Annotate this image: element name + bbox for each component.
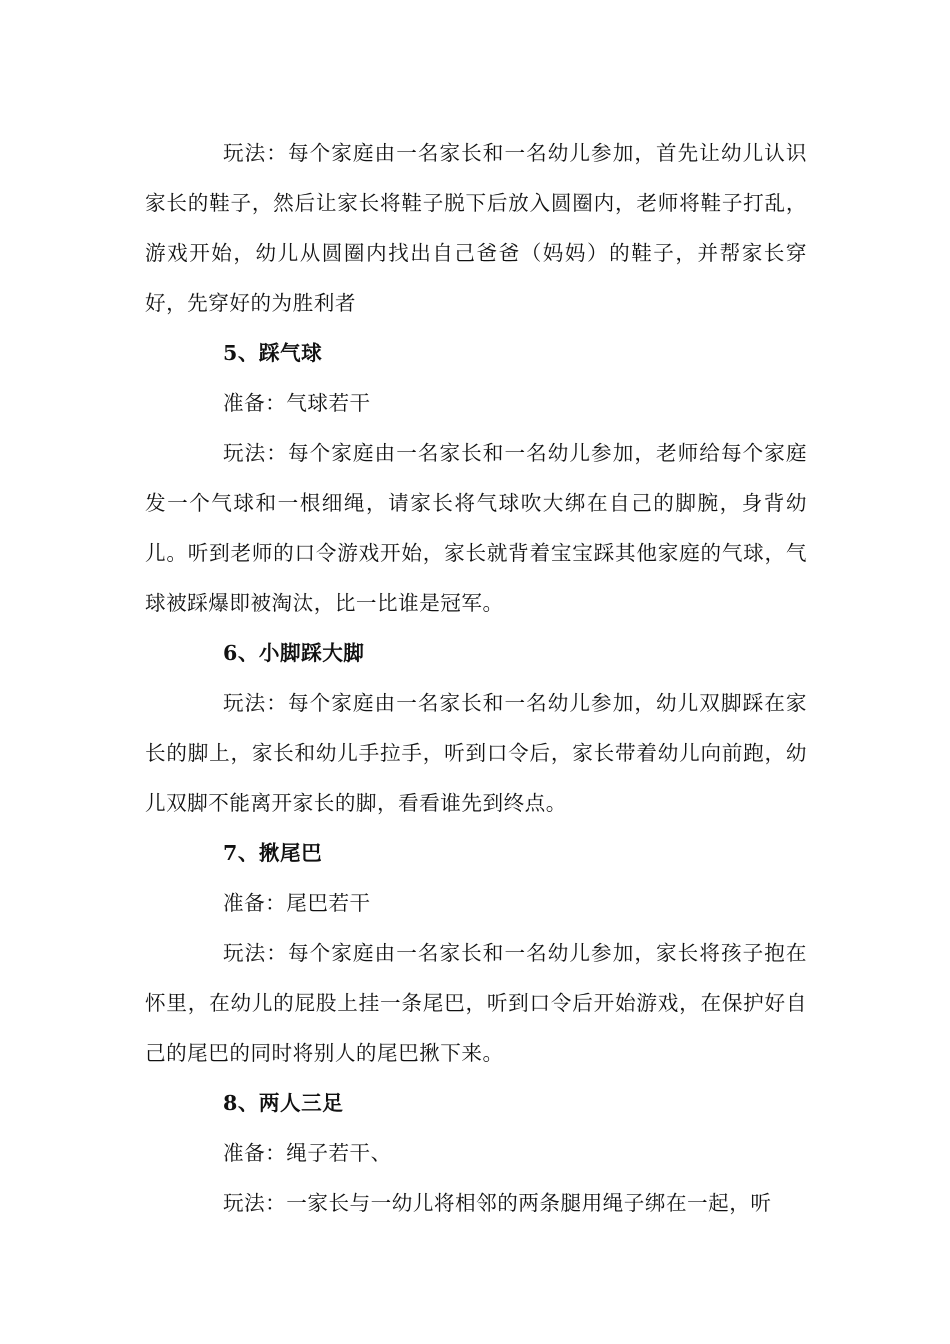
paragraph-feet-rules: 玩法：每个家庭由一名家长和一名幼儿参加，幼儿双脚踩在家长的脚上，家长和幼儿手拉手，听到口令后，家长带着幼儿向前跑，幼儿双脚不能离开家长的脚，看看谁先到终点。: [145, 691, 807, 815]
heading-step-on-balloons: 5、踩气球: [223, 341, 323, 365]
heading-three-legged-race: 8、两人三足: [223, 1091, 344, 1115]
paragraph-race-rules: 玩法：一家长与一幼儿将相邻的两条腿用绳子绑在一起，听: [223, 1191, 772, 1215]
document-page: [145, 128, 807, 1228]
heading-pull-tail: 7、揪尾巴: [223, 841, 323, 865]
paragraph-balloons-rules: 玩法：每个家庭由一名家长和一名幼儿参加，老师给每个家庭发一个气球和一根细绳，请家长将气球吹大绑在自己的脚腕，身背幼儿。听到老师的口令游戏开始，家长就背着宝宝踩其他家庭的气球，气球被踩爆即被淘汰，比一比谁是冠军。: [145, 441, 807, 615]
paragraph-tail-prep: 准备：尾巴若干: [223, 891, 371, 915]
heading-small-feet-big-feet: 6、小脚踩大脚: [223, 641, 365, 665]
paragraph-shoes-rules: 玩法：每个家庭由一名家长和一名幼儿参加，首先让幼儿认识家长的鞋子，然后让家长将鞋子脱下后放入圆圈内，老师将鞋子打乱，游戏开始，幼儿从圆圈内找出自己爸爸（妈妈）的鞋子，并帮家长穿好，先穿好的为胜利者: [145, 141, 807, 315]
paragraph-balloons-prep: 准备：气球若干: [223, 391, 371, 415]
paragraph-race-prep: 准备：绳子若干、: [223, 1141, 392, 1165]
paragraph-tail-rules: 玩法：每个家庭由一名家长和一名幼儿参加，家长将孩子抱在怀里，在幼儿的屁股上挂一条尾巴，听到口令后开始游戏，在保护好自己的尾巴的同时将别人的尾巴揪下来。: [145, 941, 807, 1065]
